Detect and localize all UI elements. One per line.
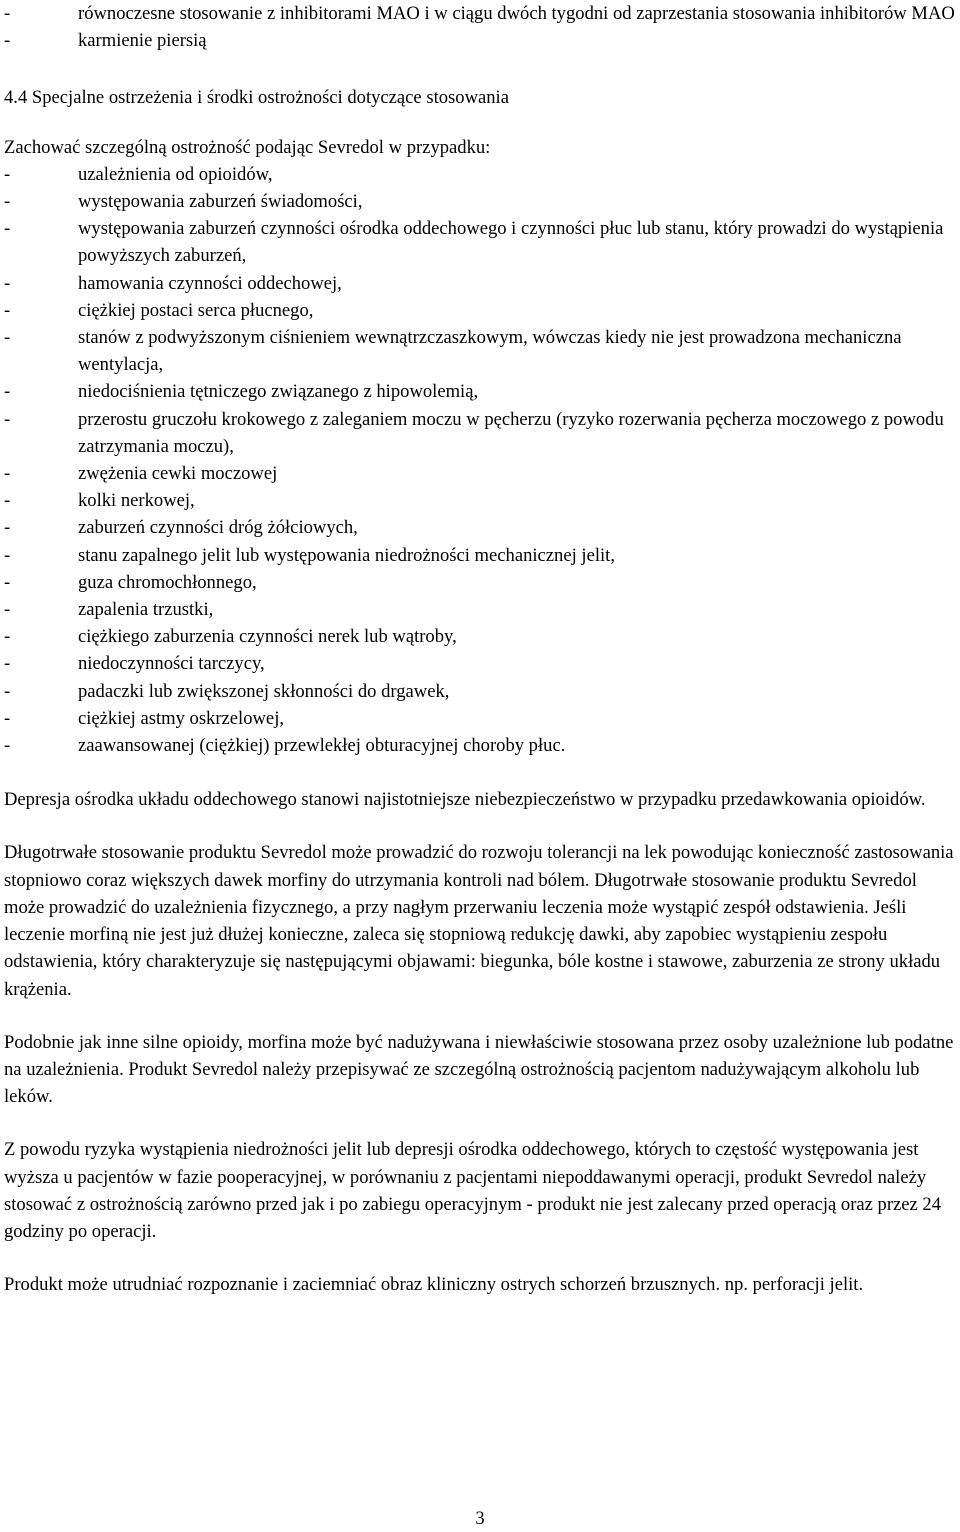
list-dash: - [4,626,11,648]
list-dash: - [4,408,11,430]
list-dash: - [4,381,11,403]
list-item-text: stanów z podwyższonym ciśnieniem wewnątrzczaszkowym, wówczas kiedy nie jest prowadzona mechaniczna wentylacja, [78,327,902,376]
list-item [4,732,956,759]
list-item [4,596,956,623]
list-item-text: równoczesne stosowanie z inhibitorami MAO i w ciągu dwóch tygodni od zaprzestania stosowania inhibitorów MAO [78,3,955,24]
list-item-text: zapalenia trzustki, [78,599,214,621]
list-item-text: zwężenia cewki moczowej [78,463,278,485]
list-item [4,705,956,732]
list-dash: - [4,218,11,240]
list-item-text: zaburzeń czynności dróg żółciowych, [78,517,358,539]
list-item [4,297,956,324]
section-heading: 4.4 Specjalne ostrzeżenia i środki ostrożności dotyczące stosowania [4,87,509,109]
list-item-text: ciężkiego zaburzenia czynności nerek lub wątroby, [78,626,457,648]
list-item-text: przerostu gruczołu krokowego z zaleganiem moczu w pęcherzu (ryzyko rozerwania pęcherza moczowego z powodu zatrzymania moczu), [78,408,944,457]
paragraph: Produkt może utrudniać rozpoznanie i zaciemniać obraz kliniczny ostrych schorzeń brzusznych. np. perforacji jelit. [4,1274,864,1296]
list-dash: - [4,707,11,729]
list-item-text: kolki nerkowej, [78,490,195,512]
list-item-text: niedociśnienia tętniczego związanego z hipowolemią, [78,381,479,403]
list-item [4,378,956,405]
list-item [4,460,956,487]
list-item [4,650,956,677]
paragraph: Z powodu ryzyka wystąpienia niedrożności jelit lub depresji ośrodka oddechowego, których to częstość występowania jest wyższa u pacjentów w fazie pooperacyjnej, w porównaniu z pacjentami niepoddawanymi operacji, produkt Sevredol należy stosować z ostrożnością zarówno przed jak i po zabiegu operacyjnym - produkt nie jest zalecany przed operacją oraz przez 24 godziny po operacji. [4,1139,942,1242]
list-item-text: ciężkiej astmy oskrzelowej, [78,707,285,729]
list-item [4,487,956,514]
list-item [4,569,956,596]
list-dash: - [4,463,11,485]
warnings-list [4,161,956,759]
list-dash: - [4,544,11,566]
list-item-text: ciężkiej postaci serca płucnego, [78,299,314,321]
list-item [4,0,956,27]
list-item [4,542,956,569]
list-item-text: hamowania czynności oddechowej, [78,272,342,294]
list-item-text: karmienie piersią [78,30,207,52]
list-item [4,406,956,460]
list-item-text: padaczki lub zwiększonej skłonności do drgawek, [78,680,450,702]
list-item [4,27,956,54]
list-item-text: występowania zaburzeń czynności ośrodka oddechowego i czynności płuc lub stanu, który prowadzi do wystąpienia powyższych zaburzeń, [78,218,944,267]
list-item [4,270,956,297]
list-item [4,188,956,215]
list-dash: - [4,517,11,539]
list-item-text: niedoczynności tarczycy, [78,653,265,675]
list-item [4,215,956,269]
list-dash: - [4,735,11,757]
list-item [4,514,956,541]
paragraph: Długotrwałe stosowanie produktu Sevredol może prowadzić do rozwoju tolerancji na lek powodując konieczność zastosowania stopniowo coraz większych dawek morfiny do utrzymania kontroli nad bólem. Długotrwałe stosowanie produktu Sevredol może prowadzić do uzależnienia fizycznego, a przy nagłym przerwaniu leczenia może wystąpić zespół odstawienia. Jeśli leczenie morfiną nie jest już dłużej konieczne, zaleca się stopniową redukcję dawki, aby zapobiec wystąpieniu zespołu odstawienia, który charakteryzuje się następującymi objawami: biegunka, bóle kostne i stawowe, zaburzenia ze strony układu krążenia. [4,842,954,1000]
list-item [4,161,956,188]
lead-text: Zachować szczególną ostrożność podając Sevredol w przypadku: [4,136,491,158]
list-dash: - [4,3,11,24]
paragraph: Depresja ośrodka układu oddechowego stanowi najistotniejsze niebezpieczeństwo w przypadku przedawkowania opioidów. [4,789,926,811]
list-dash: - [4,272,11,294]
paragraph: Podobnie jak inne silne opioidy, morfina może być nadużywana i niewłaściwie stosowana przez osoby uzależnione lub podatne na uzależnienia. Produkt Sevredol należy przepisywać ze szczególną ostrożnością pacjentom nadużywającym alkoholu lub leków. [4,1031,954,1108]
list-dash: - [4,490,11,512]
list-dash: - [4,653,11,675]
list-dash: - [4,299,11,321]
contraindications-list-tail [4,0,956,54]
list-item-text: stanu zapalnego jelit lub występowania niedrożności mechanicznej jelit, [78,544,615,566]
list-dash: - [4,571,11,593]
list-item-text: uzależnienia od opioidów, [78,163,273,185]
list-dash: - [4,680,11,702]
list-item [4,623,956,650]
list-dash: - [4,191,11,213]
list-dash: - [4,327,11,349]
list-item-text: zaawansowanej (ciężkiej) przewlekłej obturacyjnej choroby płuc. [78,735,566,757]
list-item-text: guza chromochłonnego, [78,571,257,593]
page-number: 3 [475,1508,485,1529]
list-dash: - [4,163,11,185]
list-dash: - [4,599,11,621]
list-item [4,678,956,705]
list-item-text: występowania zaburzeń świadomości, [78,191,363,213]
list-item [4,324,956,378]
document-page [4,0,956,1298]
list-dash: - [4,30,11,52]
